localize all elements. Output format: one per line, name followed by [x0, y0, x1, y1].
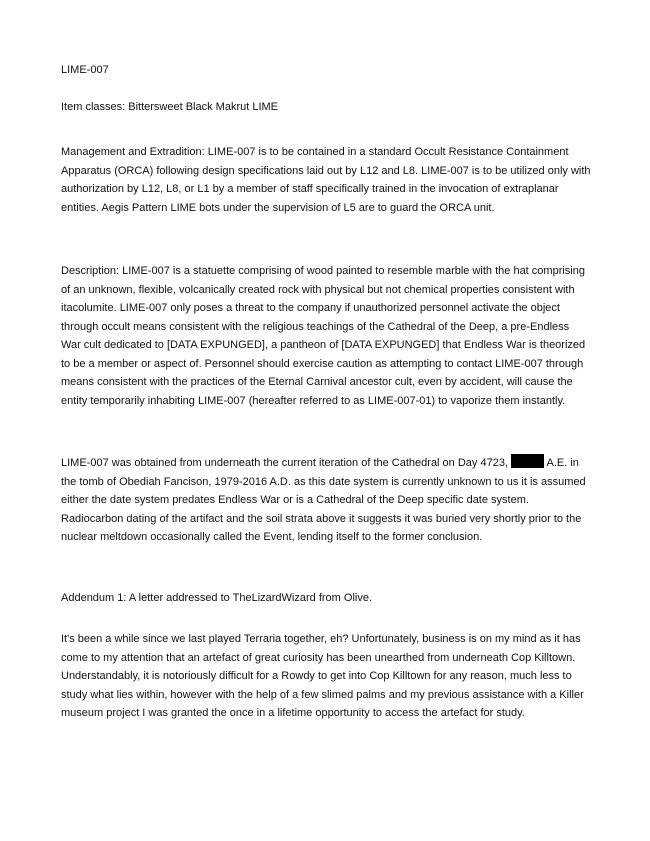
origin-paragraph — [61, 454, 591, 547]
description-paragraph: Description: LIME-007 is a statuette comprising of wood painted to resemble marble with the hat comprising of an unknown, flexible, volcanically created rock with physical but not chemical properties consistent with itacolumite. LIME-007 only poses a threat to the company if unauthorized personnel activate the object through occult means consistent with the religious teachings of the Cathedral of the Deep, a pre-Endless War cult dedicated to [DATA EXPUNGED], a pantheon of [DATA EXPUNGED] that Endless War is theorized to be a member or aspect of. Personnel should exercise caution as attempting to contact LIME-007 through means consistent with the practices of the Eternal Carnival ancestor cult, even by accident, will cause the entity temporarily inhabiting LIME-007 (hereafter referred to as LIME-007-01) to vaporize them instantly. — [61, 265, 586, 407]
redaction-bar — [511, 454, 544, 468]
addendum-heading: Addendum 1: A letter addressed to TheLizardWizard from Olive. — [61, 592, 373, 604]
item-classes-line: Item classes: Bittersweet Black Makrut LIME — [61, 101, 279, 113]
document-title: LIME-007 — [61, 64, 109, 76]
letter-paragraph: It's been a while since we last played Terraria together, eh? Unfortunately, business is on my mind as it has come to my attention that an artefact of great curiosity has been unearthed from underneath Cop Killtown. Understandably, it is notoriously difficult for a Rowdy to get into Cop Killtown for any reason, much less to study what lies within, however with the help of a few slimed palms and my previous assistance with a Killer museum project I was granted the once in a lifetime opportunity to access the artefact for study. — [61, 633, 584, 719]
management-paragraph: Management and Extradition: LIME-007 is to be contained in a standard Occult Resistance Containment Apparatus (ORCA) following design specifications laid out by L12 and L8. LIME-007 is to be utilized only with authorization by L12, L8, or L1 by a member of staff specifically trained in the invocation of extraplanar entities. Aegis Pattern LIME bots under the supervision of L5 are to guard the ORCA unit. — [61, 146, 591, 214]
origin-text-before-redaction: LIME-007 was obtained from underneath the current iteration of the Cathedral on Day 4723, — [61, 457, 512, 469]
origin-text-after-redaction: A.E. in the tomb of Obediah Fancison, 1979-2016 A.D. as this date system is currently unknown to us it is assumed either the date system predates Endless War or is a Cathedral of the Deep specific date system. Radiocarbon dating of the artifact and the soil strata above it suggests it was buried very shortly prior to the nuclear meltdown occasionally called the Event, lending itself to the former conclusion. — [61, 457, 586, 543]
